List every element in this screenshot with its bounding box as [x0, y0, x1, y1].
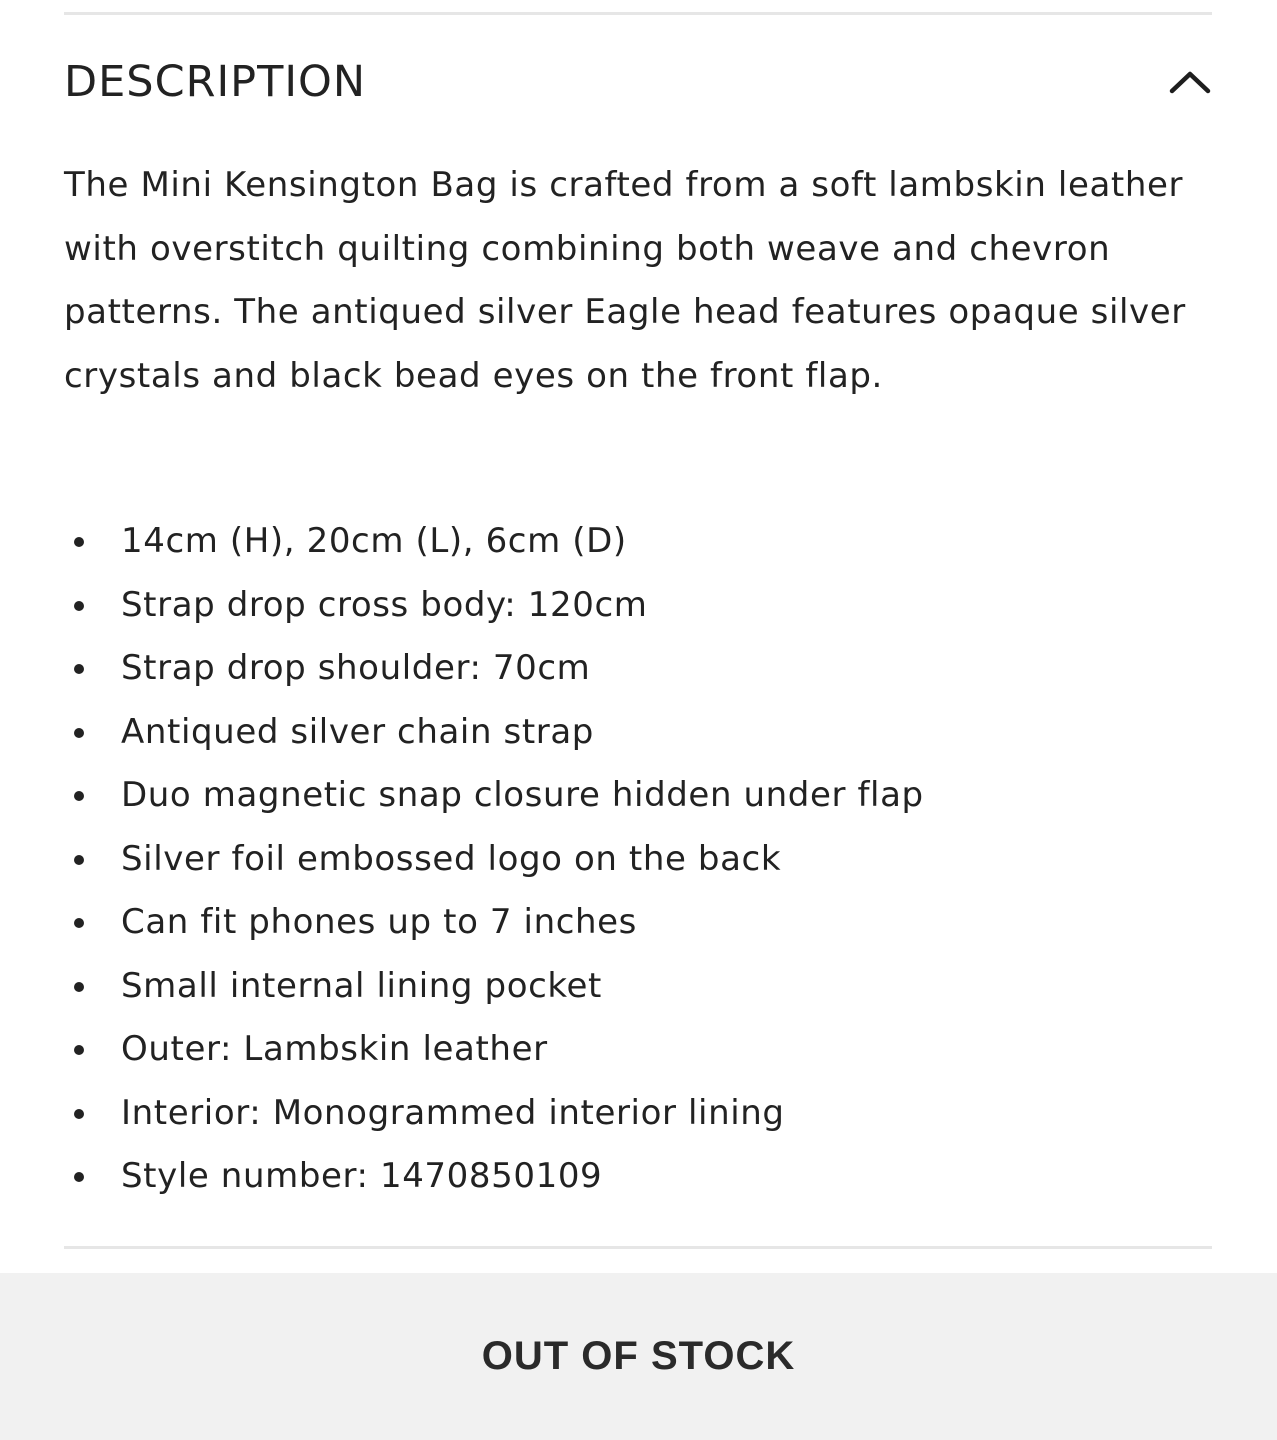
list-item-text: Outer: Lambskin leather: [121, 1029, 548, 1069]
divider-top: [64, 12, 1212, 15]
bullet-icon: [74, 982, 84, 992]
list-item-text: Strap drop shoulder: 70cm: [121, 648, 591, 688]
out-of-stock-label: OUT OF STOCK: [481, 1334, 796, 1378]
list-item: [64, 1082, 1214, 1146]
list-item: [64, 1145, 1214, 1209]
out-of-stock-button[interactable]: [0, 1273, 1277, 1440]
list-item-text: 14cm (H), 20cm (L), 6cm (D): [121, 521, 627, 561]
list-item: [64, 1018, 1214, 1082]
list-item-text: Silver foil embossed logo on the back: [121, 838, 782, 879]
list-item: [64, 510, 1214, 574]
list-item-text: Can fit phones up to 7 inches: [121, 902, 637, 942]
description-text: The Mini Kensington Bag is crafted from a soft lambskin leather with overstitch quilting combining both weave and chevron patterns. The antiqued silver Eagle head features opaque silver crystals and black bead eyes on the front flap.: [64, 165, 1186, 396]
bullet-icon: [74, 601, 84, 611]
list-item: [64, 701, 1214, 765]
bullet-icon: [74, 1172, 84, 1182]
feature-list: [64, 510, 1214, 1209]
bullet-icon: [74, 918, 84, 928]
list-item: [64, 574, 1214, 638]
list-item: [64, 764, 1214, 828]
description-accordion-header[interactable]: [64, 50, 1212, 114]
chevron-up-icon[interactable]: [1168, 60, 1212, 104]
list-item: [64, 955, 1214, 1019]
bullet-icon: [74, 855, 84, 865]
list-item-text: Antiqued silver chain strap: [121, 711, 594, 752]
bullet-icon: [74, 664, 84, 674]
bullet-icon: [74, 1045, 84, 1055]
divider-bottom: [64, 1246, 1212, 1249]
bullet-icon: [74, 791, 84, 801]
list-item-text: Style number: 1470850109: [121, 1156, 603, 1196]
bullet-icon: [74, 537, 84, 547]
list-item-text: Duo magnetic snap closure hidden under flap: [121, 775, 924, 815]
list-item: [64, 637, 1214, 701]
list-item: [64, 828, 1214, 892]
list-item-text: Interior: Monogrammed interior lining: [121, 1092, 785, 1133]
list-item-text: Strap drop cross body: 120cm: [121, 584, 648, 625]
section-title: DESCRIPTION: [64, 56, 367, 107]
bullet-icon: [74, 1109, 84, 1119]
list-item: [64, 891, 1214, 955]
bullet-icon: [74, 728, 84, 738]
list-item-text: Small internal lining pocket: [121, 965, 602, 1006]
